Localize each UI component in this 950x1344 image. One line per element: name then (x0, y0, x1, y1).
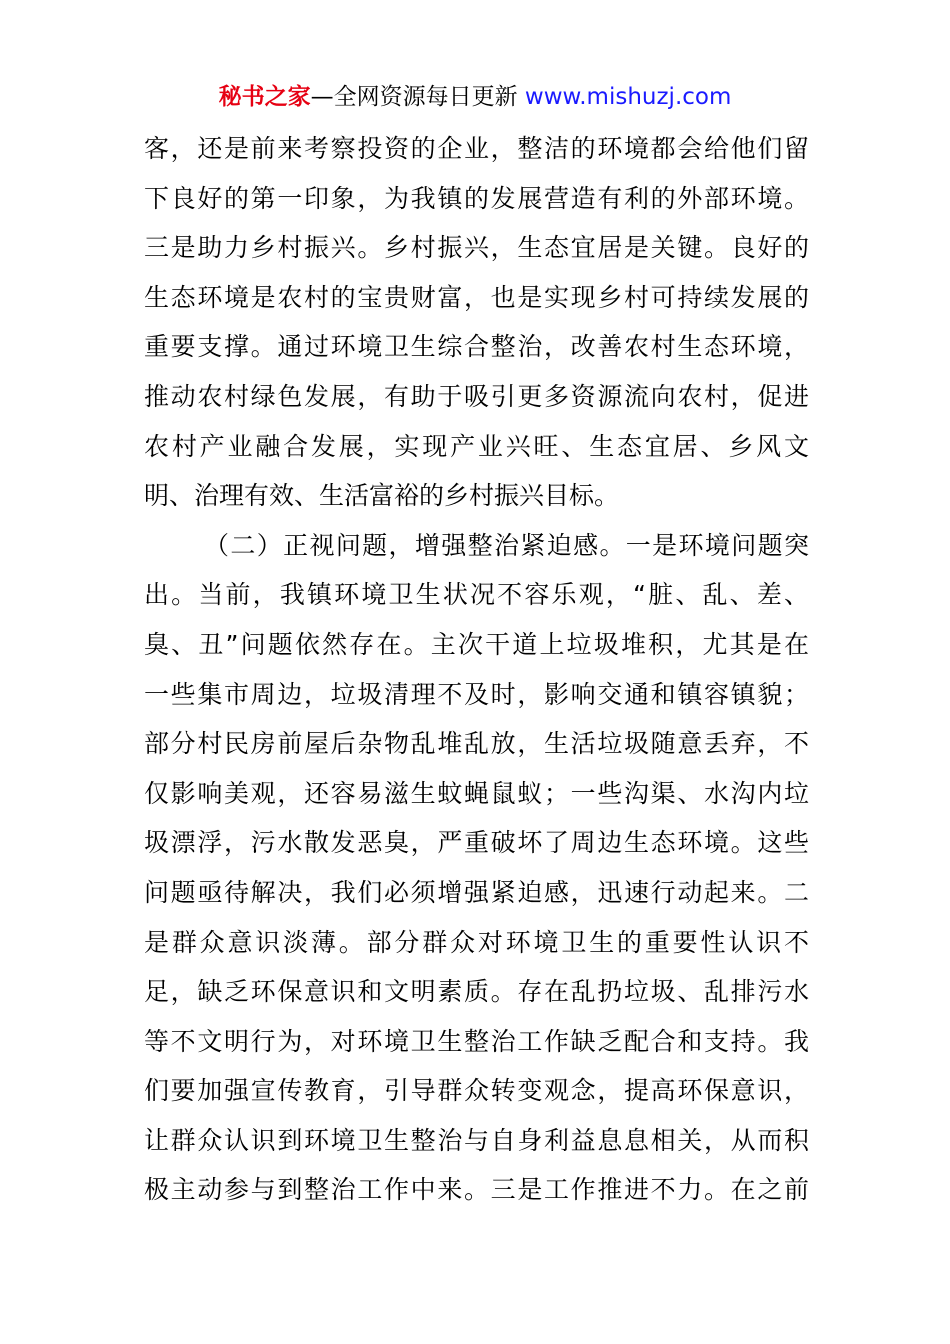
text-line: 足，缺乏环保意识和文明素质。存在乱扔垃圾、乱排污水 (144, 977, 809, 1007)
text-line: 客，还是前来考察投资的企业，整洁的环境都会给他们留 (144, 134, 809, 163)
text-line: 圾漂浮，污水散发恶臭，严重破坏了周边生态环境。这些 (144, 828, 809, 858)
site-header (0, 80, 950, 114)
text-line: 仅影响美观，还容易滋生蚊蝇鼠蚁；一些沟渠、水沟内垃 (144, 778, 809, 808)
site-tagline: —全网资源每日更新 (310, 84, 525, 110)
text-line: 极主动参与到整治工作中来。三是工作推进不力。在之前 (144, 1175, 809, 1205)
text-line: 们要加强宣传教育，引导群众转变观念，提高环保意识， (144, 1076, 809, 1106)
text-line: 问题亟待解决，我们必须增强紧迫感，迅速行动起来。二 (144, 877, 809, 907)
text-line: 明、治理有效、生活富裕的乡村振兴目标。 (144, 481, 620, 511)
text-line: 推动农村绿色发展，有助于吸引更多资源流向农村，促进 (144, 381, 809, 411)
site-brand: 秘书之家 (218, 84, 311, 110)
document-body (144, 124, 809, 1215)
text-line: 生态环境是农村的宝贵财富，也是实现乡村可持续发展的 (144, 282, 809, 312)
text-line: 臭、丑”问题依然存在。主次干道上垃圾堆积，尤其是在 (144, 629, 809, 659)
text-line: 农村产业融合发展，实现产业兴旺、生态宜居、乡风文 (144, 431, 809, 461)
text-line: 让群众认识到环境卫生整治与自身利益息息相关，从而积 (144, 1125, 809, 1155)
text-line: 下良好的第一印象，为我镇的发展营造有利的外部环境。 (144, 183, 809, 213)
site-url-link[interactable]: www.mishuzj.com (524, 84, 732, 110)
text-line: 三是助力乡村振兴。乡村振兴，生态宜居是关键。良好的 (144, 233, 809, 263)
text-line: （二）正视问题，增强整治紧迫感。一是环境问题突 (204, 530, 809, 560)
text-line: 部分村民房前屋后杂物乱堆乱放，生活垃圾随意丢弃，不 (144, 729, 809, 759)
text-line: 一些集市周边，垃圾清理不及时，影响交通和镇容镇貌； (144, 679, 809, 709)
text-line: 重要支撑。通过环境卫生综合整治，改善农村生态环境， (144, 332, 809, 362)
text-line: 是群众意识淡薄。部分群众对环境卫生的重要性认识不 (144, 927, 809, 957)
text-line: 出。当前，我镇环境卫生状况不容乐观，“脏、乱、差、 (144, 580, 809, 610)
text-line: 等不文明行为，对环境卫生整治工作缺乏配合和支持。我 (144, 1026, 809, 1056)
